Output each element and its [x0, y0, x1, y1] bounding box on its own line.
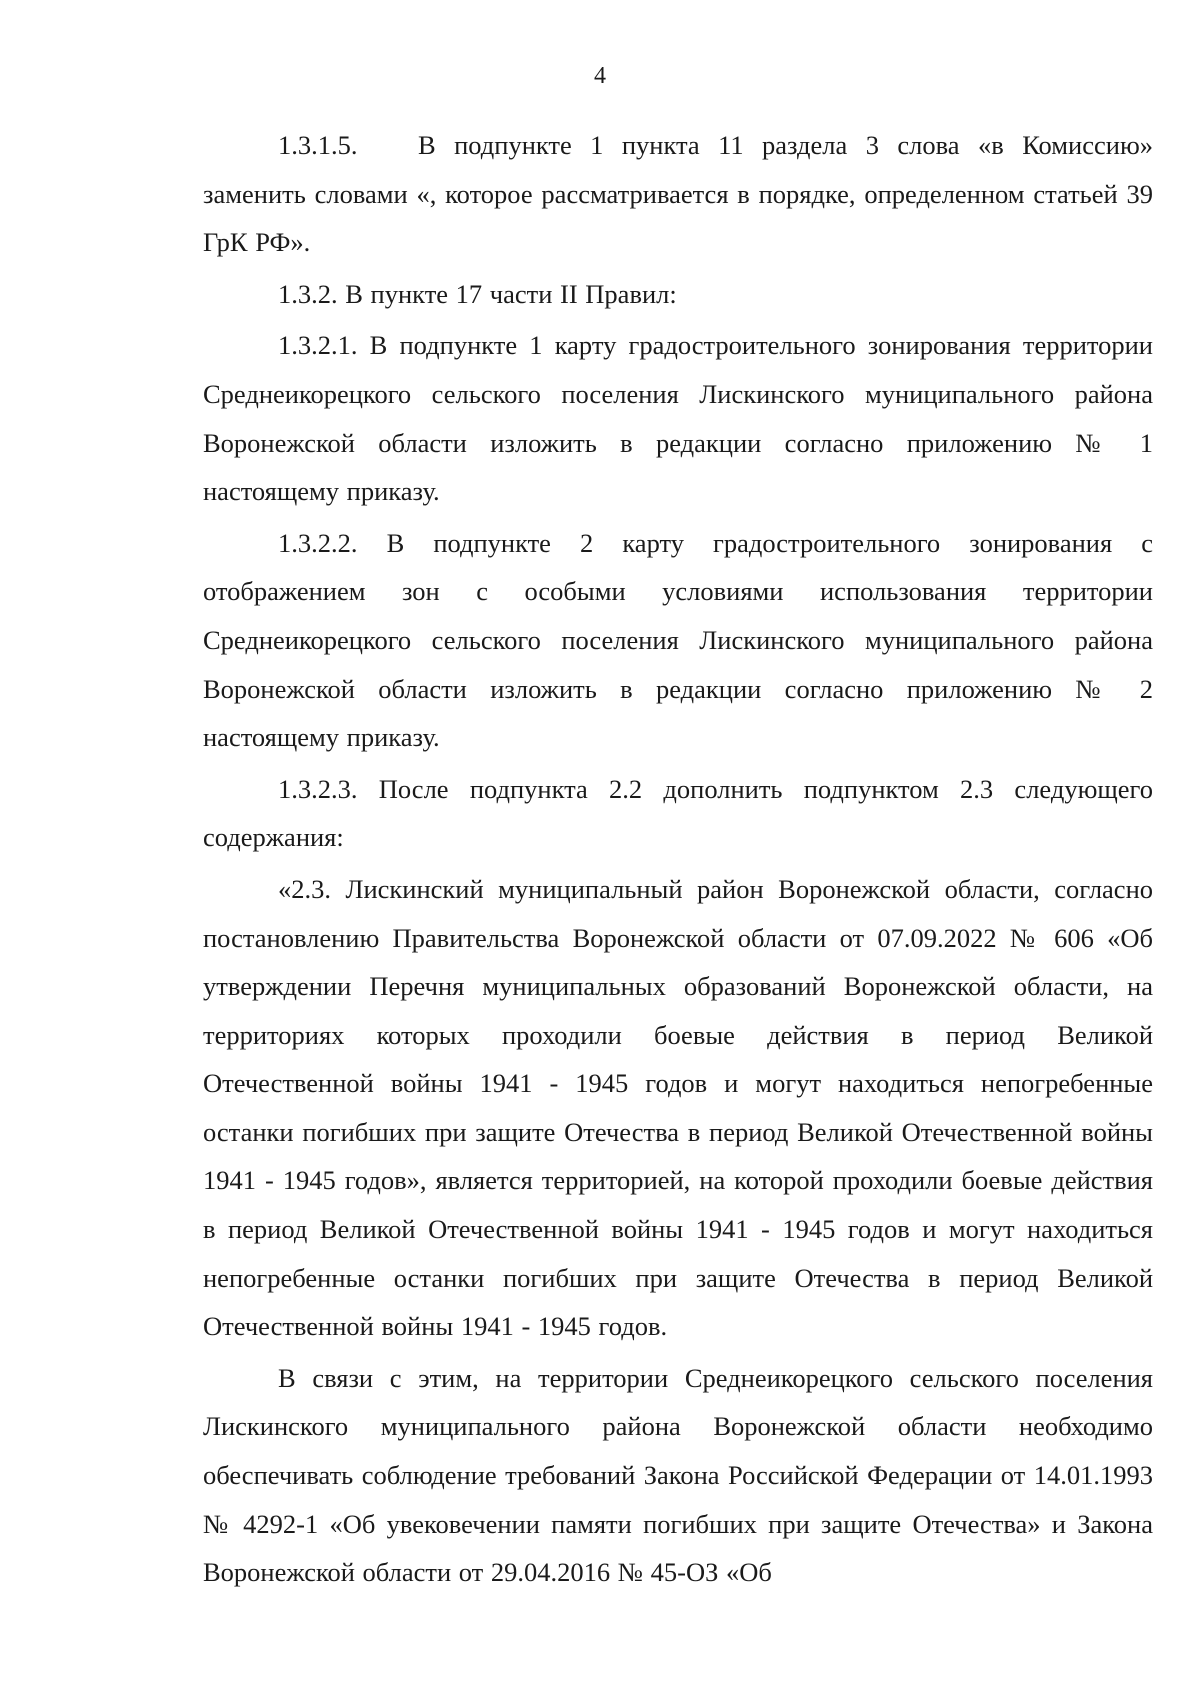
- page-number: 4: [594, 63, 606, 89]
- paragraph-number: 1.3.1.5.: [278, 130, 358, 160]
- paragraph-1-3-2: 1.3.2. В пункте 17 части II Правил:: [278, 278, 677, 309]
- paragraph-1-3-1-5: [203, 121, 1153, 267]
- paragraph-1-3-2-3: 1.3.2.3. После подпункта 2.2 дополнить подпунктом 2.3 следующего содержания:: [203, 773, 1153, 853]
- paragraph-2-3: «2.3. Лискинский муниципальный район Воронежской области, согласно постановлению Правительства Воронежской области от 07.09.2022 № 606 «Об утверждении Перечня муниципальных образований Воронежской области, на территориях которых проходили боевые действия в период Великой Отечественной войны 1941 - 1945 годов и могут находиться непогребенные останки погибших при защите Отечества в период Великой Отечественной войны 1941 - 1945 годов», является территорией, на которой проходили боевые действия в период Великой Отечественной войны 1941 - 1945 годов и могут находиться непогребенные останки погибших при защите Отечества в период Великой Отечественной войны 1941 - 1945 годов.: [203, 873, 1153, 1342]
- paragraph-in-connection: В связи с этим, на территории Среднеикорецкого сельского поселения Лискинского муниципального района Воронежской области необходимо обеспечивать соблюдение требований Закона Российской Федерации от 14.01.1993 № 4292-1 «Об увековечении памяти погибших при защите Отечества» и Закона Воронежской области от 29.04.2016 № 45-ОЗ «Об: [203, 1362, 1153, 1588]
- paragraph-1-3-2-2: 1.3.2.2. В подпункте 2 карту градостроительного зонирования с отображением зон с особыми условиями использования территории Среднеикорецкого сельского поселения Лискинского муниципального района Воронежской области изложить в редакции согласно приложению № 2 настоящему приказу.: [203, 527, 1153, 753]
- paragraph-1-3-2-1: 1.3.2.1. В подпункте 1 карту градостроительного зонирования территории Среднеикорецкого сельского поселения Лискинского муниципального района Воронежской области изложить в редакции согласно приложению № 1 настоящему приказу.: [203, 330, 1153, 507]
- paragraph-text: В подпункте 1 пункта 11 раздела 3 слова «в Комиссию» заменить словами «, которое рассматривается в порядке, определенном статьей 39 ГрК РФ».: [203, 130, 1153, 258]
- document-body: [203, 121, 1153, 1600]
